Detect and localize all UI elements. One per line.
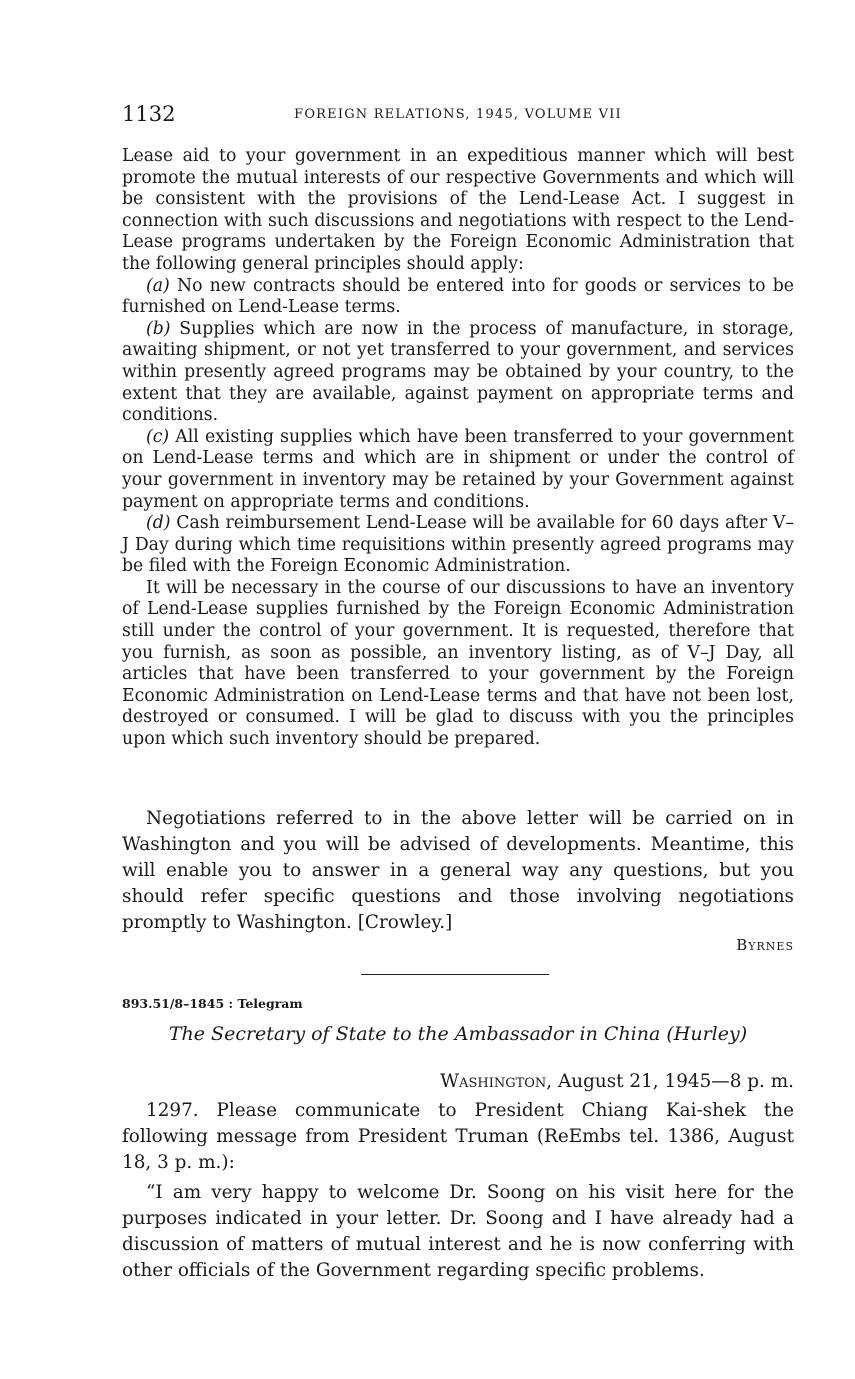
- dateline-date: , August 21, 1945—8 p. m.: [546, 1071, 794, 1092]
- main-paragraph: [122, 806, 794, 936]
- principle-text: Supplies which are now in the process of manufacture, in storage, awaiting shipment, or not yet transferred to your government, and services within presently agreed programs may be obtained by your country, to the extent that they are available, against payment on appropriate terms and conditions.: [122, 318, 794, 426]
- dateline: [440, 1069, 794, 1095]
- principle-text: Cash reimbursement Lend-Lease will be available for 60 days after V–J Day during which time requisitions within presently agreed programs may be filed with the Foreign Economic Administration.: [122, 513, 794, 577]
- principle-label: (c): [146, 426, 170, 447]
- page-number: 1132: [122, 102, 176, 126]
- telegram-paragraph: [122, 1098, 794, 1176]
- principle-label: (d): [146, 513, 171, 534]
- principle-text: No new contracts should be entered into for goods or services to be furnished on Lend-Lease terms.: [122, 275, 794, 318]
- quote-paragraph: It will be necessary in the course of our discussions to have an inventory of Lend-Lease supplies furnished by the Foreign Economic Administration still under the control of your government. It is requested, therefore that you furnish, as soon as possible, an inventory listing, as of V–J Day, all articles that have been transferred to your government by the Foreign Economic Administration on Lend-Lease terms and that have not been lost, destroyed or consumed. I will be glad to discuss with you the principles upon which such inventory should be prepared.: [122, 577, 794, 750]
- page-header: [122, 100, 794, 130]
- quoted-letter: [122, 146, 794, 751]
- body-paragraph: 1297. Please communicate to President Chiang Kai-shek the following message from President Truman (ReEmbs tel. 1386, August 18, 3 p. m.):: [122, 1100, 794, 1173]
- file-number: 893.51/8–1845 : Telegram: [122, 996, 303, 1011]
- body-paragraph: “I am very happy to welcome Dr. Soong on his visit here for the purposes indicated in your letter. Dr. Soong and I have already had a discussion of matters of mutual interest and he is now conferring with other officials of the Government regarding specific problems.: [122, 1182, 794, 1281]
- running-head: FOREIGN RELATIONS, 1945, VOLUME VII: [294, 107, 622, 122]
- section-divider: [361, 974, 549, 975]
- document-title: The Secretary of State to the Ambassador in China (Hurley): [168, 1023, 748, 1045]
- dateline-place: Washington: [440, 1071, 547, 1092]
- body-paragraph: Negotiations referred to in the above letter will be carried on in Washington and you will be advised of developments. Meantime, this will enable you to answer in a general way any questions, but you should refer specific questions and those involving negotiations promptly to Washington. [Crowley.]: [122, 808, 794, 933]
- principle-c: [122, 427, 794, 513]
- principle-text: All existing supplies which have been transferred to your government on Lend-Lease terms and which are in shipment or under the control of your government in inventory may be retained by your Government against payment on appropriate terms and conditions.: [122, 426, 794, 512]
- principle-label: (b): [146, 318, 171, 339]
- principle-d: [122, 513, 794, 578]
- principle-a: [122, 276, 794, 319]
- signature: Byrnes: [736, 936, 794, 954]
- principle-b: [122, 319, 794, 427]
- telegram-paragraph: [122, 1180, 794, 1284]
- principle-label: (a): [146, 275, 170, 296]
- quote-paragraph: Lease aid to your government in an expeditious manner which will best promote the mutual interests of our respective Governments and which will be consistent with the provisions of the Lend-Lease Act. I suggest in connection with such discussions and negotiations with respect to the Lend-Lease programs undertaken by the Foreign Economic Administration that the following general principles should apply:: [122, 146, 794, 274]
